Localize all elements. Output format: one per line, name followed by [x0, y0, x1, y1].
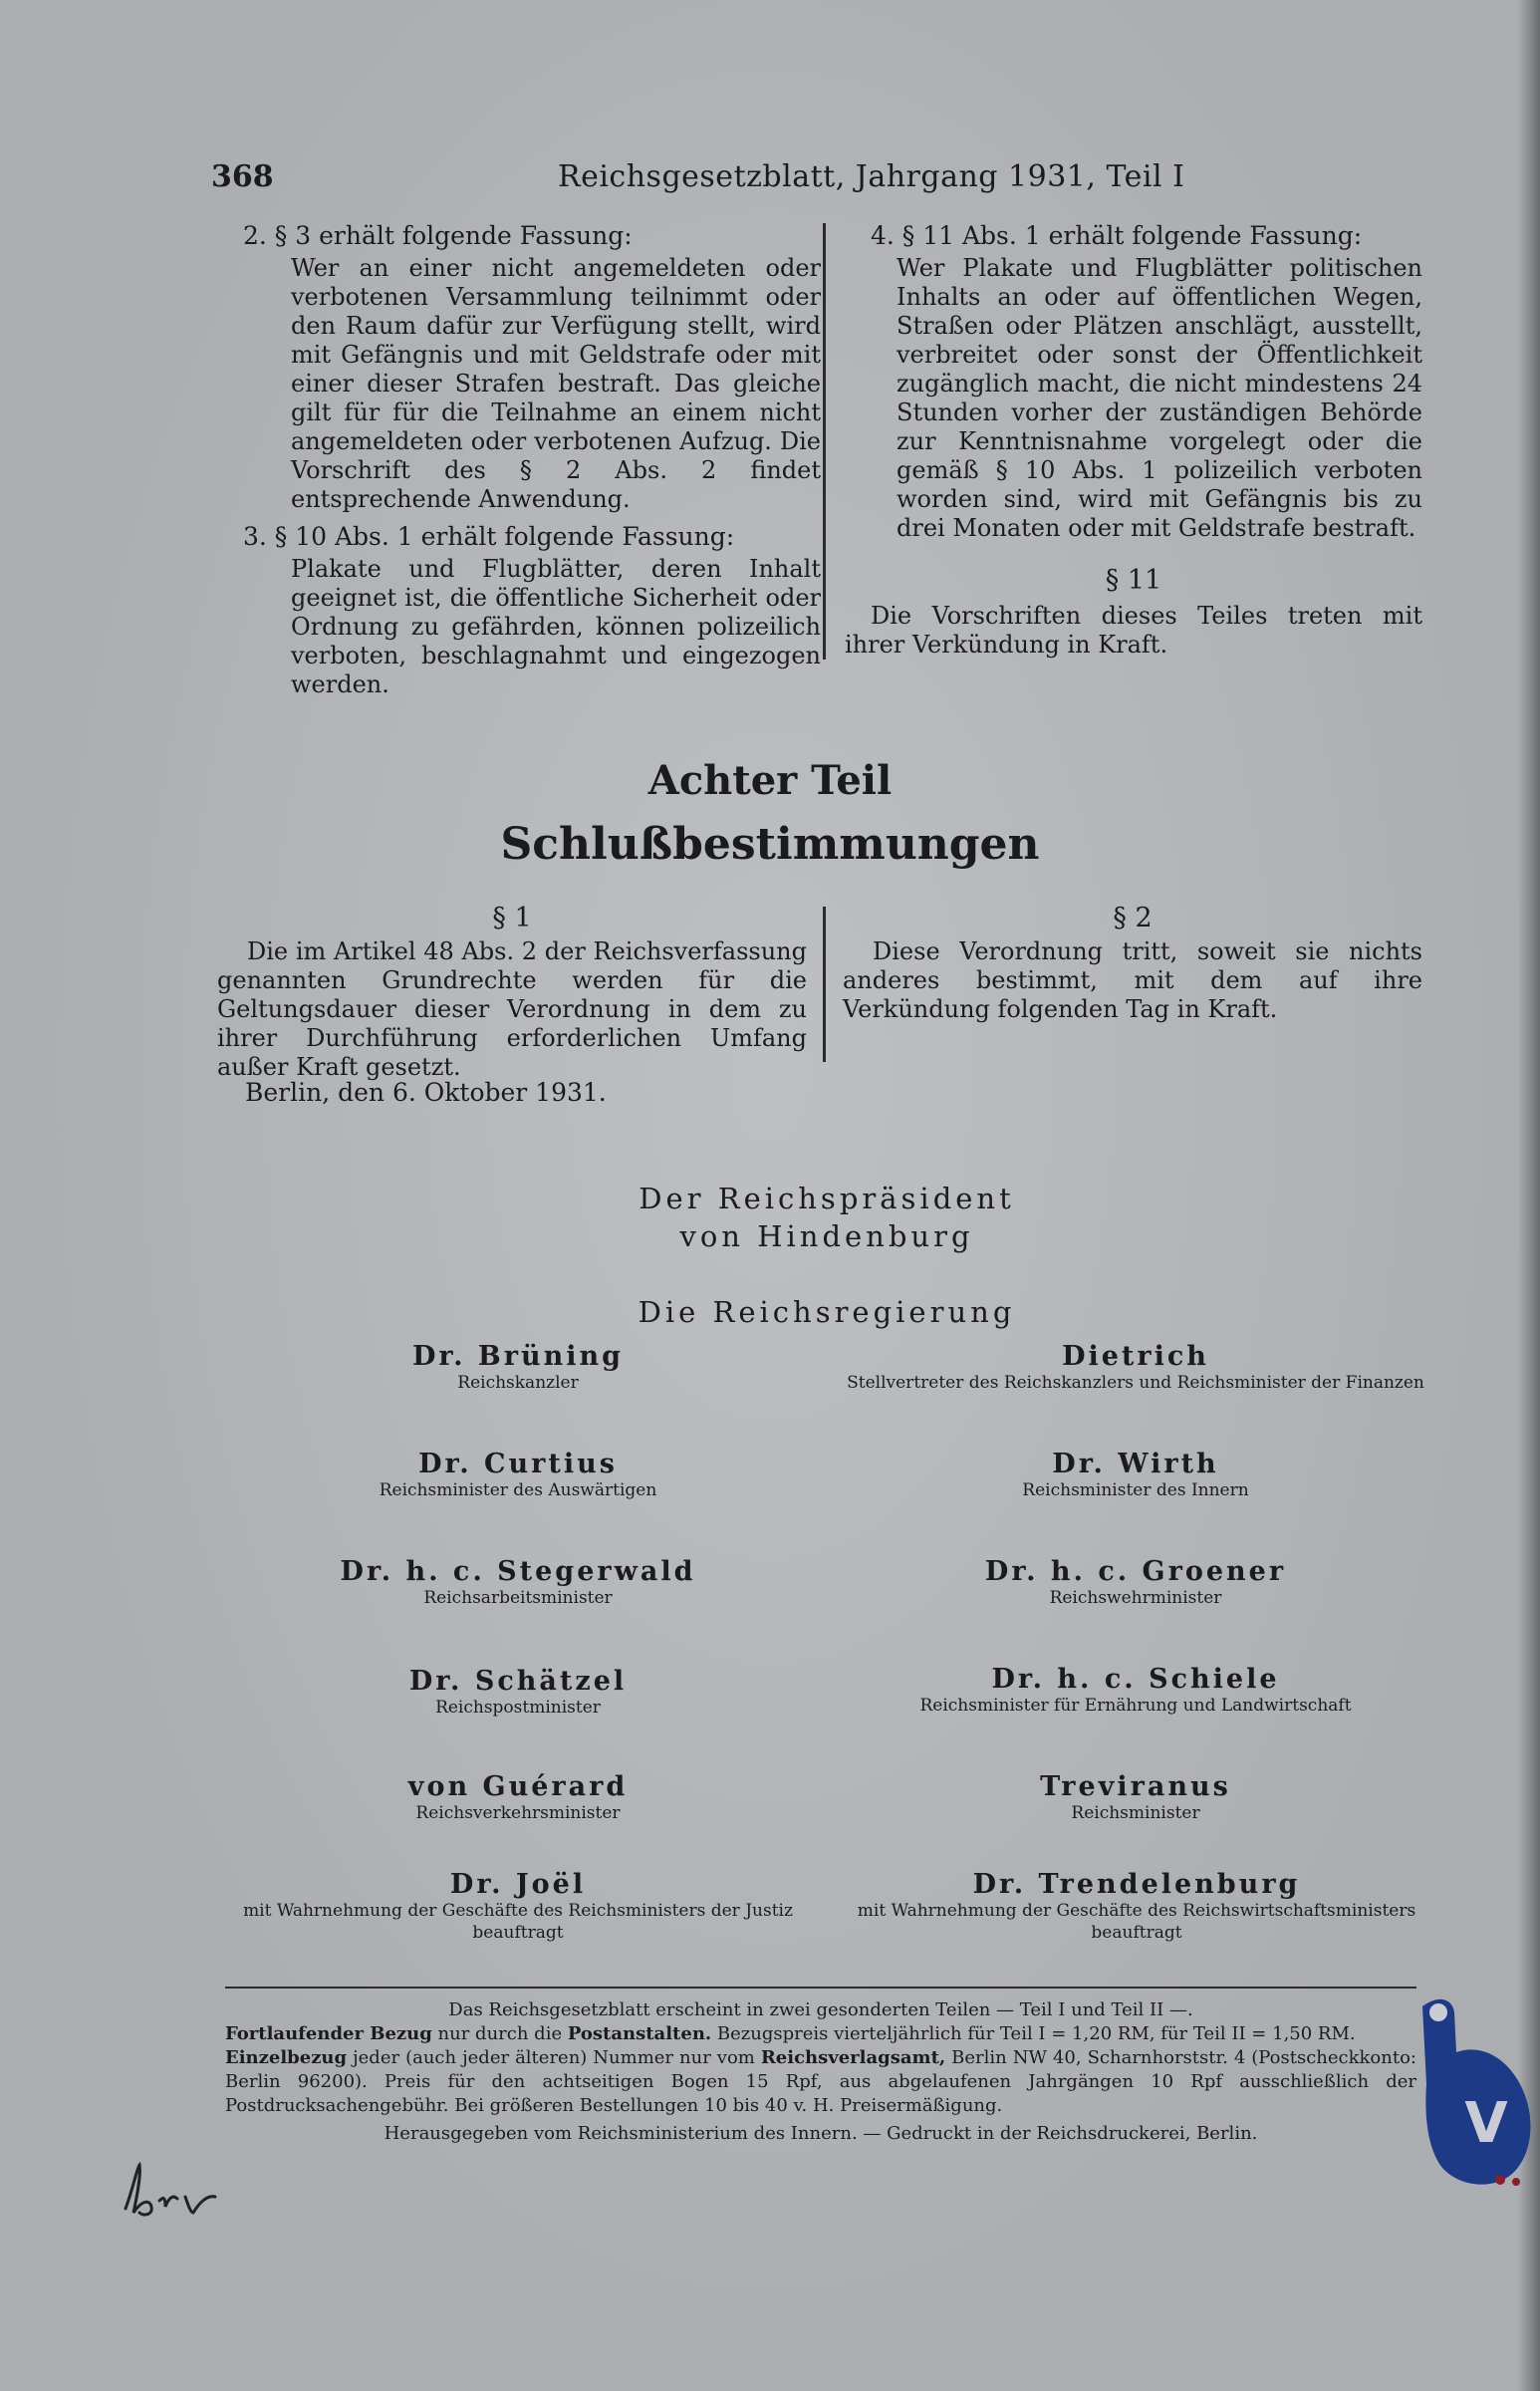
- signature-right-5: [847, 1771, 1424, 1824]
- page-number: 368: [211, 159, 274, 194]
- footer-rule: [225, 1987, 1416, 1989]
- item3-body: Plakate und Flugblätter, deren Inhalt geeignet ist, die öffentliche Sicherheit oder Ordnung zu gefährden, können polizeilich verboten, beschlagnahmt und eingezogen werden.: [291, 555, 821, 698]
- date-line: Berlin, den 6. Oktober 1931.: [245, 1078, 607, 1107]
- item2-body: Wer an einer nicht angemeldeten oder verbotenen Versammlung teilnimmt oder den Raum dafür zur Verfügung stellt, wird mit Gefängnis und mit Geldstrafe oder mit einer dieser Strafen bestraft. Das gleiche gilt für für die Teilnahme an einem nicht angemeldeten oder verbotenen Aufzug. Die Vorschrift des § 2 Abs. 2 findet entsprechende Anwendung.: [291, 254, 821, 513]
- library-stamp: [1409, 1992, 1536, 2192]
- paragraph-1: [217, 903, 807, 1082]
- signer-role: Reichsverkehrsminister: [415, 1803, 621, 1823]
- p1-body: Die im Artikel 48 Abs. 2 der Reichsverfassung genannten Grundrechte werden für die Geltungsdauer dieser Verordnung in dem zu ihrer Durchführung erforderlichen Umfang außer Kraft gesetzt.: [217, 937, 807, 1081]
- government-title: Die Reichsregierung: [638, 1295, 1016, 1329]
- signature-left-2: [249, 1449, 787, 1501]
- signer-name: Dr. Schätzel: [408, 1666, 628, 1697]
- column-divider-top: [823, 223, 826, 660]
- signer-name: Dietrich: [1062, 1341, 1209, 1372]
- signer-role: Reichswehrminister: [1049, 1588, 1222, 1608]
- footer-line-3: [225, 2046, 1416, 2118]
- signature-right-3: [847, 1556, 1424, 1609]
- signer-name: Treviranus: [1040, 1771, 1231, 1802]
- p1-sign: § 1: [492, 903, 532, 933]
- signer-role: Reichsminister für Ernährung und Landwirtschaft: [919, 1696, 1352, 1716]
- signer-role: Reichsminister des Auswärtigen: [379, 1480, 657, 1500]
- signer-role: Stellvertreter des Reichskanzlers und Reichsminister der Finanzen: [847, 1373, 1424, 1393]
- signature-left-4: [249, 1666, 787, 1719]
- footer-bold-subscription: Fortlaufender Bezug: [225, 2023, 432, 2044]
- footer-text: jeder (auch jeder älteren) Nummer nur vom: [347, 2047, 761, 2068]
- part-title: Achter Teil: [647, 757, 893, 804]
- item2-heading: 2. § 3 erhält folgende Fassung:: [243, 221, 633, 250]
- footer-line-2: [225, 2022, 1416, 2046]
- footer: [225, 1998, 1416, 2146]
- signer-role-2: beauftragt: [472, 1923, 564, 1943]
- signer-role: Reichsminister des Innern: [1022, 1480, 1249, 1500]
- signature-left-5: [249, 1771, 787, 1824]
- footer-bold-post: Postanstalten.: [567, 2023, 712, 2044]
- left-column: [243, 221, 821, 699]
- item4-heading: 4. § 11 Abs. 1 erhält folgende Fassung:: [871, 221, 1363, 250]
- stamp-letter: V: [1464, 2091, 1508, 2156]
- running-header-title: Reichsgesetzblatt, Jahrgang 1931, Teil I: [558, 159, 1185, 194]
- right-column: [845, 221, 1422, 660]
- president-name: von Hindenburg: [679, 1219, 974, 1253]
- footer-bold-single: Einzelbezug: [225, 2047, 348, 2068]
- signer-role: Reichsminister: [1071, 1803, 1200, 1823]
- handwritten-mark: [116, 2157, 225, 2227]
- para11-body: Die Vorschriften dieses Teiles treten mit ihrer Verkündung in Kraft.: [845, 602, 1422, 659]
- footer-bold-office: Reichsverlagsamt,: [760, 2047, 946, 2068]
- p2-sign: § 2: [1113, 903, 1153, 933]
- signature-right-6: [843, 1869, 1430, 1944]
- footer-text: Bezugspreis vierteljährlich für Teil I = 1,20 RM, für Teil II = 1,50 RM.: [711, 2023, 1356, 2044]
- footer-line-4: Herausgegeben vom Reichsministerium des Innern. — Gedruckt in der Reichsdruckerei, Berlin.: [384, 2123, 1258, 2144]
- p2-body: Diese Verordnung tritt, soweit sie nichts anderes bestimmt, mit dem auf ihre Verkündung folgenden Tag in Kraft.: [843, 937, 1422, 1023]
- part-subtitle: Schlußbestimmungen: [500, 819, 1040, 870]
- signer-name: von Guérard: [407, 1771, 629, 1802]
- signature-right-2: [847, 1449, 1424, 1501]
- signer-name: Dr. h. c. Schiele: [991, 1664, 1280, 1695]
- signature-right-4: [847, 1664, 1424, 1717]
- president-title: Der Reichspräsident: [639, 1182, 1015, 1215]
- signer-name: Dr. Joël: [449, 1869, 587, 1900]
- signer-role: Reichsarbeitsminister: [423, 1588, 613, 1608]
- para11-sign: § 11: [1105, 565, 1162, 596]
- signer-name: Dr. Trendelenburg: [972, 1869, 1301, 1900]
- signature-right-1: [847, 1341, 1424, 1394]
- item4-body: Wer Plakate und Flugblätter politischen Inhalts an oder auf öffentlichen Wegen, Straßen oder Plätzen anschlägt, ausstellt, verbreitet oder sonst der Öffentlichkeit zugänglich macht, die nicht mindestens 24 Stunden vorher der zuständigen Behörde zur Kenntnisnahme vorgelegt oder die gemäß § 10 Abs. 1 polizeilich verboten worden sind, wird mit Gefängnis bis zu drei Monaten oder mit Geldstrafe bestraft.: [897, 254, 1422, 542]
- signer-name: Dr. h. c. Groener: [984, 1556, 1287, 1587]
- signer-role: mit Wahrnehmung der Geschäfte des Reichsministers der Justiz: [243, 1901, 793, 1921]
- column-divider-bottom: [823, 907, 826, 1062]
- signer-role: Reichskanzler: [457, 1373, 579, 1393]
- signer-role: Reichspostminister: [435, 1698, 601, 1718]
- footer-text: Berlin NW 40, Scharnhorststr. 4 (Postscheckkonto: Berlin 96200). Preis für den achtseitigen Bogen 15 Rpf, aus abgelaufenen Jahrgängen 10 Rpf ausschließlich der Postdrucksachengebühr. Bei größeren Bestellungen 10 bis 40 v. H. Preisermäßigung.: [225, 2047, 1416, 2116]
- signer-role: mit Wahrnehmung der Geschäfte des Reichswirtschaftsministers: [857, 1901, 1416, 1921]
- signer-name: Dr. h. c. Stegerwald: [340, 1556, 696, 1587]
- signature-left-6: [219, 1869, 817, 1944]
- signer-name: Dr. Curtius: [418, 1449, 618, 1479]
- signature-left-3: [249, 1556, 787, 1609]
- footer-text: nur durch die: [431, 2023, 568, 2044]
- signer-name: Dr. Brüning: [411, 1341, 625, 1372]
- footer-line-1: Das Reichsgesetzblatt erscheint in zwei gesonderten Teilen — Teil I und Teil II —.: [448, 1999, 1193, 2020]
- item3-heading: 3. § 10 Abs. 1 erhält folgende Fassung:: [243, 522, 735, 551]
- signer-name: Dr. Wirth: [1052, 1449, 1219, 1479]
- paragraph-2: [843, 903, 1422, 1024]
- signer-role-2: beauftragt: [1091, 1923, 1182, 1943]
- signature-left-1: [249, 1341, 787, 1394]
